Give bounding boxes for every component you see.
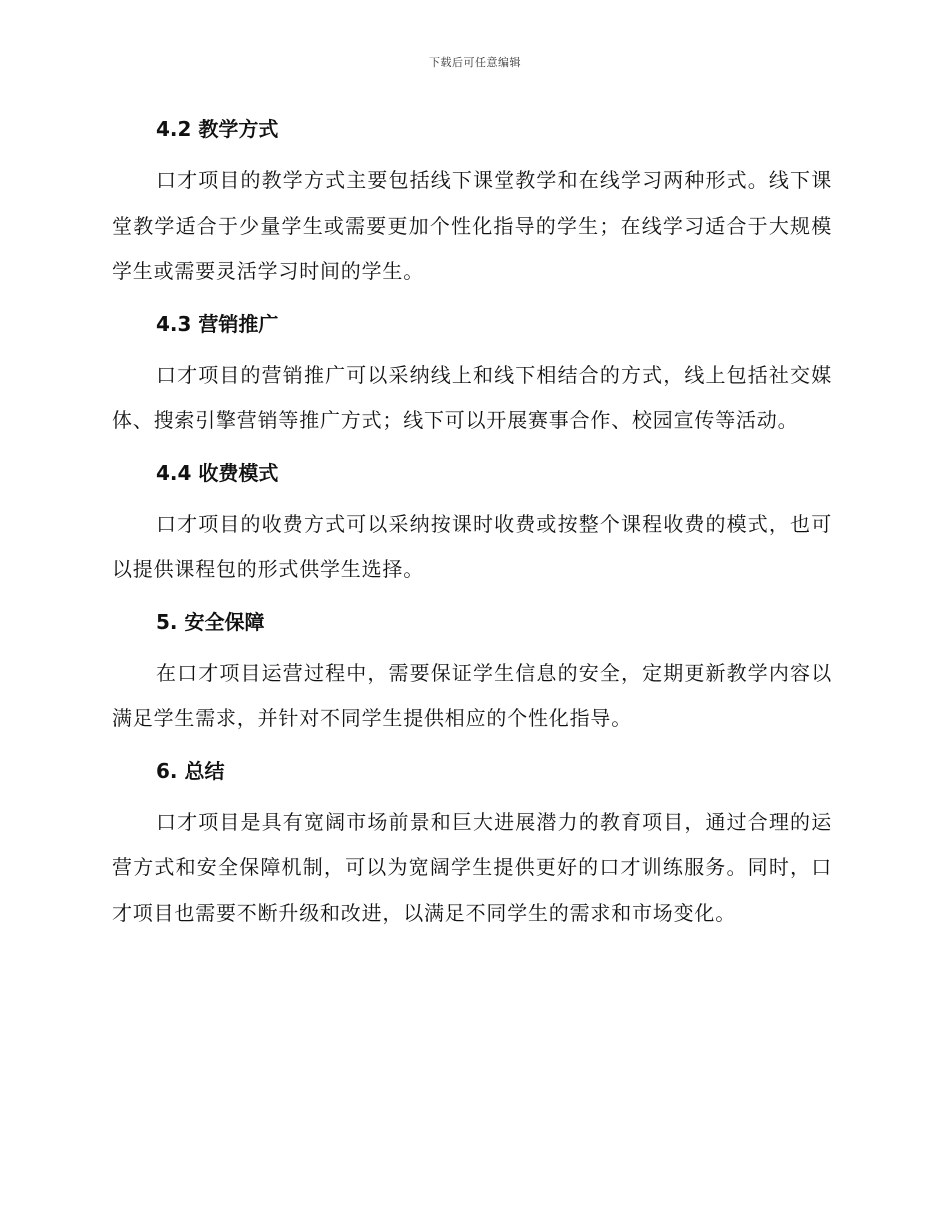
section-safety	[112, 607, 832, 742]
section-paragraph: 口才项目的收费方式可以采纳按课时收费或按整个课程收费的模式，也可以提供课程包的形式供学生选择。	[112, 511, 832, 581]
section-paragraph: 在口才项目运营过程中，需要保证学生信息的安全，定期更新教学内容以满足学生需求，并针对不同学生提供相应的个性化指导。	[112, 660, 832, 730]
document-body	[112, 110, 832, 950]
section-marketing	[112, 309, 832, 444]
section-heading: 4.4 收费模式	[156, 460, 279, 485]
section-fee-model	[112, 458, 832, 593]
section-heading: 4.3 营销推广	[156, 311, 279, 336]
page-header: 下载后可任意编辑	[429, 56, 521, 69]
section-paragraph: 口才项目的教学方式主要包括线下课堂教学和在线学习两种形式。线下课堂教学适合于少量学生或需要更加个性化指导的学生；在线学习适合于大规模学生或需要灵活学习时间的学生。	[112, 168, 832, 283]
section-paragraph: 口才项目的营销推广可以采纳线上和线下相结合的方式，线上包括社交媒体、搜索引擎营销等推广方式；线下可以开展赛事合作、校园宣传等活动。	[112, 362, 832, 432]
section-heading: 4.2 教学方式	[156, 117, 279, 141]
section-teaching-method	[112, 114, 832, 295]
section-heading: 6. 总结	[156, 758, 225, 783]
section-heading: 5. 安全保障	[156, 609, 265, 634]
section-summary	[112, 756, 832, 937]
section-paragraph: 口才项目是具有宽阔市场前景和巨大进展潜力的教育项目，通过合理的运营方式和安全保障机制，可以为宽阔学生提供更好的口才训练服务。同时，口才项目也需要不断升级和改进，以满足不同学生的需求和市场变化。	[112, 809, 832, 925]
